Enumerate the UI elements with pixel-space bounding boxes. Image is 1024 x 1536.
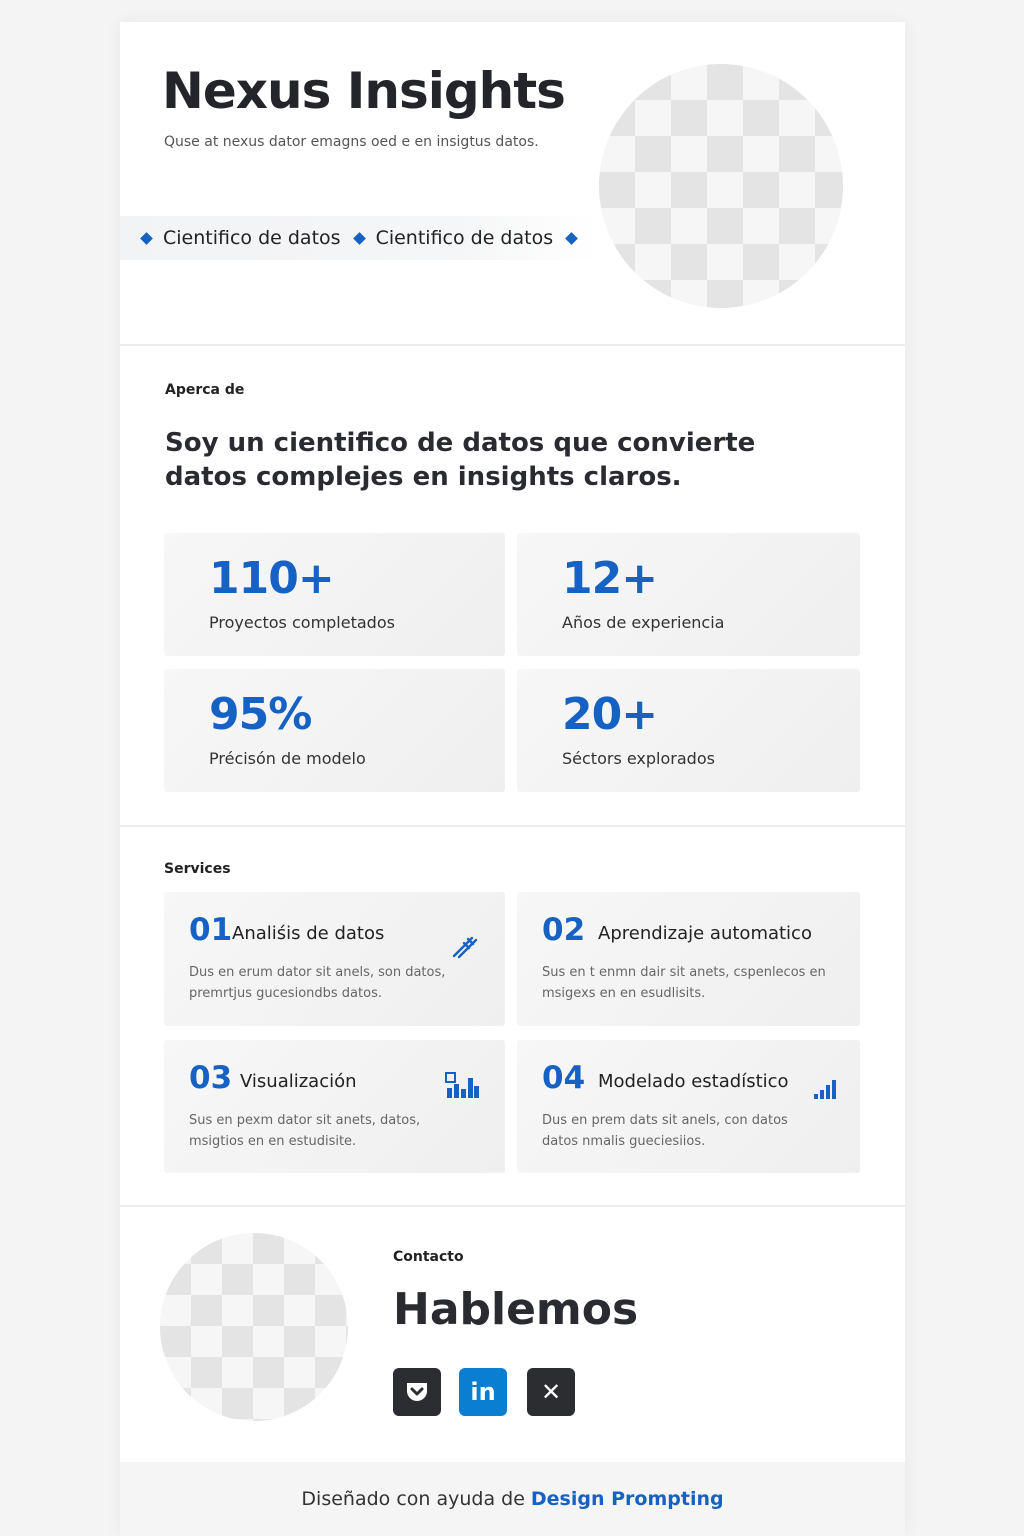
stat-value: 20+ — [562, 689, 658, 740]
service-number: 01 — [189, 912, 233, 948]
service-card[interactable] — [517, 892, 860, 1026]
section-divider — [120, 825, 905, 827]
service-description: Dus en erum dator sit anels, son datos, premrtjus gucesiondbs datos. — [189, 965, 446, 1001]
x-social-button[interactable] — [527, 1368, 575, 1416]
role-ribbon — [120, 216, 600, 260]
stat-value: 12+ — [562, 553, 658, 604]
section-divider — [120, 1205, 905, 1207]
diamond-icon — [565, 232, 578, 245]
service-number: 04 — [542, 1060, 586, 1096]
stat-value: 95% — [209, 689, 312, 740]
service-title: Aprendizaje automatico — [598, 923, 812, 944]
footer-text: Diseñado con ayuda de — [301, 1488, 525, 1510]
stat-label: Précisón de modelo — [209, 749, 366, 768]
pocket-icon — [404, 1380, 430, 1404]
about-label: Aperca de — [165, 382, 245, 398]
bar-chart-icon — [444, 1070, 480, 1100]
stat-label: Séctors explorados — [562, 749, 715, 768]
stat-label: Años de experiencia — [562, 613, 725, 632]
stat-card — [517, 533, 860, 656]
page-card — [120, 22, 905, 1536]
contact-avatar-placeholder — [160, 1233, 348, 1421]
x-icon: ✕ — [540, 1378, 562, 1406]
footer — [120, 1462, 905, 1536]
service-card[interactable] — [517, 1040, 860, 1173]
hero-avatar-placeholder — [599, 64, 843, 308]
service-title: Modelado estadístico — [598, 1071, 789, 1092]
site-title: Nexus Insights — [162, 62, 565, 120]
service-number: 03 — [189, 1060, 233, 1096]
diamond-icon — [140, 232, 153, 245]
service-title: Visualización — [240, 1071, 357, 1092]
footer-link[interactable]: Design Prompting — [530, 1488, 724, 1510]
stat-label: Proyectos completados — [209, 613, 395, 632]
stat-card — [517, 669, 860, 792]
hero-section — [120, 22, 905, 344]
service-card[interactable] — [164, 892, 505, 1026]
service-title: Analiśis de datos — [232, 923, 385, 944]
role-label: Cientifico de datos — [163, 227, 341, 249]
stat-card — [164, 533, 505, 656]
role-label: Cientifico de datos — [375, 227, 554, 249]
section-divider — [120, 344, 905, 346]
service-description: Sus en t enmn dair sit anets, cspenlecos en msigexs en en esudlisits. — [542, 965, 826, 1001]
stat-card — [164, 669, 505, 792]
diamond-icon — [353, 232, 366, 245]
stat-value: 110+ — [209, 553, 334, 604]
service-description: Dus en prem dats sit anels, con datos datos nmalis gueciesiios. — [542, 1113, 788, 1149]
pen-icon — [450, 932, 480, 960]
contact-label: Contacto — [393, 1249, 464, 1265]
signal-bars-icon — [813, 1078, 839, 1100]
linkedin-social-button[interactable] — [459, 1368, 507, 1416]
about-text: Soy un cientifico de datos que convierte datos complejes en insights claros. — [165, 428, 756, 492]
contact-title: Hablemos — [393, 1284, 639, 1335]
service-description: Sus en pexm dator sit anets, datos, msigtios en en estudisite. — [189, 1113, 421, 1149]
service-card[interactable] — [164, 1040, 505, 1173]
linkedin-icon: in — [470, 1378, 496, 1406]
services-label: Services — [164, 861, 231, 877]
pocket-social-button[interactable] — [393, 1368, 441, 1416]
hero-tagline: Quse at nexus dator emagns oed e en insigtus datos. — [164, 134, 539, 150]
service-number: 02 — [542, 912, 586, 948]
